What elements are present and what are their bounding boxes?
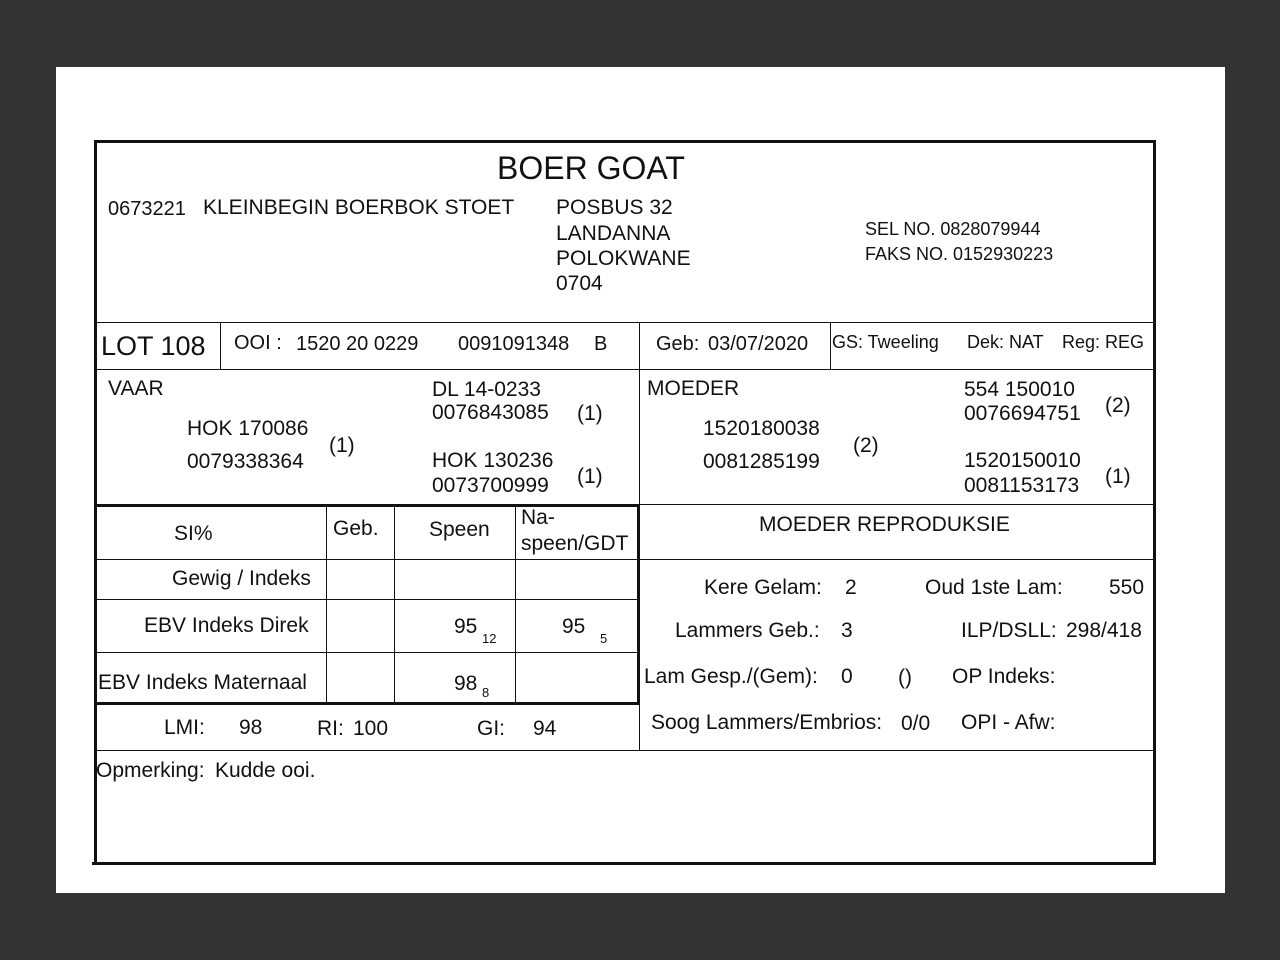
oud-label: Oud 1ste Lam: xyxy=(925,576,1063,599)
row-label-direk: EBV Indeks Direk xyxy=(144,614,309,637)
pedigree-bottom-left xyxy=(94,504,639,507)
sire-id: 0079338364 xyxy=(187,450,304,473)
soog-value: 0/0 xyxy=(901,712,931,735)
dek-status: Dek: NAT xyxy=(967,332,1044,352)
soog-label: Soog Lammers/Embrios: xyxy=(651,711,883,734)
repro-title: MOEDER REPRODUKSIE xyxy=(759,513,1010,536)
lot-number: LOT 108 xyxy=(101,331,206,361)
fax-number: FAKS NO. 0152930223 xyxy=(865,244,1054,264)
dam-label: MOEDER xyxy=(647,377,740,400)
gi-label: GI: xyxy=(477,717,506,740)
dam-id: 0081285199 xyxy=(703,450,820,473)
frame-top xyxy=(94,140,1156,143)
lammers-label: Lammers Geb.: xyxy=(675,619,820,642)
kere-value: 2 xyxy=(845,576,857,599)
birth-date: 03/07/2020 xyxy=(708,333,809,355)
sire-label: VAAR xyxy=(108,377,164,400)
birth-label: Geb: xyxy=(656,333,700,355)
maternaal-speen-sub: 8 xyxy=(482,685,490,700)
maternaal-speen-value: 98 xyxy=(454,672,478,695)
perf-col-geb xyxy=(326,507,327,703)
lmi-label: LMI: xyxy=(164,716,205,739)
divider-header xyxy=(94,322,1154,323)
dam-dam-id: 0081153173 xyxy=(964,474,1080,497)
ooi-number: 1520 20 0229 xyxy=(296,333,419,355)
col-header-speen: Speen xyxy=(429,518,490,541)
row-label-gewig: Gewig / Indeks xyxy=(172,567,311,590)
dam-sire-id: 0076694751 xyxy=(964,402,1081,425)
direk-speen-sub: 12 xyxy=(482,631,497,646)
reg-status: Reg: REG xyxy=(1062,332,1145,352)
divider-lot xyxy=(94,369,1154,370)
kere-label: Kere Gelam: xyxy=(704,576,822,599)
dam-dam-score: (1) xyxy=(1105,465,1131,488)
ilp-value: 298/418 xyxy=(1066,619,1142,642)
dam-score: (2) xyxy=(853,434,879,457)
lot-vsep-2 xyxy=(639,323,640,369)
sire-dam-name: HOK 130236 xyxy=(432,449,554,472)
ri-value: 100 xyxy=(353,717,389,740)
direk-speen-value: 95 xyxy=(454,615,478,638)
lot-card-page xyxy=(56,67,1225,893)
lot-vsep-3 xyxy=(830,323,831,369)
remarks-label: Opmerking: xyxy=(96,759,205,782)
pedigree-bottom-right xyxy=(640,504,1154,505)
perf-col-speen xyxy=(394,507,395,703)
sire-dam-score: (1) xyxy=(577,465,603,488)
sire-dam-id: 0073700999 xyxy=(432,474,549,497)
ooi-label: OOI : xyxy=(234,332,282,354)
opi-label: OPI - Afw: xyxy=(961,711,1056,734)
gi-value: 94 xyxy=(533,717,557,740)
gesp-label: Lam Gesp./(Gem): xyxy=(644,665,818,688)
col-header-naspeen-line2: speen/GDT xyxy=(521,532,629,555)
op-index-label: OP Indeks: xyxy=(952,665,1056,688)
perf-header-bottom xyxy=(94,559,1154,560)
ooi-id: 0091091348 xyxy=(458,333,570,355)
card-title: BOER GOAT xyxy=(497,150,685,186)
sire-sire-id: 0076843085 xyxy=(432,401,549,424)
perf-col-na xyxy=(515,507,516,703)
breeder-name: KLEINBEGIN BOERBOK STOET xyxy=(203,196,515,219)
perf-table-bottom xyxy=(94,702,639,705)
dam-sire-name: 554 150010 xyxy=(964,378,1075,401)
direk-na-sub: 5 xyxy=(600,631,608,646)
perf-row2-bottom xyxy=(94,652,639,653)
remarks-text: Kudde ooi. xyxy=(215,759,316,782)
col-header-naspeen-line1: Na- xyxy=(521,506,555,529)
gesp-value: 0 xyxy=(841,665,853,688)
index-row-bottom xyxy=(94,750,1154,751)
dam-name: 1520180038 xyxy=(703,417,820,440)
perf-row1-bottom xyxy=(94,599,639,600)
address-line-4: 0704 xyxy=(556,272,603,295)
row-label-maternaal: EBV Indeks Maternaal xyxy=(98,671,307,694)
ilp-label: ILP/DSLL: xyxy=(961,619,1057,642)
perf-right-border xyxy=(637,507,640,704)
cell-number: SEL NO. 0828079944 xyxy=(865,219,1041,239)
address-line-2: LANDANNA xyxy=(556,222,671,245)
gs-status: GS: Tweeling xyxy=(832,332,939,352)
lot-vsep-1 xyxy=(220,323,221,369)
sire-sire-name: DL 14-0233 xyxy=(432,378,541,401)
direk-na-value: 95 xyxy=(562,615,586,638)
lmi-value: 98 xyxy=(239,716,263,739)
oud-value: 550 xyxy=(1109,576,1145,599)
sire-name: HOK 170086 xyxy=(187,417,309,440)
ooi-class: B xyxy=(594,333,608,355)
frame-left xyxy=(94,140,97,865)
dam-sire-score: (2) xyxy=(1105,394,1131,417)
col-header-geb: Geb. xyxy=(333,517,379,540)
ri-label: RI: xyxy=(317,717,344,740)
dam-dam-name: 1520150010 xyxy=(964,449,1081,472)
address-line-1: POSBUS 32 xyxy=(556,196,673,219)
gem-value: () xyxy=(898,666,912,689)
lammers-value: 3 xyxy=(841,619,853,642)
sire-sire-score: (1) xyxy=(577,402,603,425)
sire-score: (1) xyxy=(329,434,355,457)
frame-bottom xyxy=(92,862,1156,865)
address-line-3: POLOKWANE xyxy=(556,247,691,270)
breeder-code: 0673221 xyxy=(108,198,186,220)
frame-right xyxy=(1153,140,1156,865)
col-header-si: SI% xyxy=(174,522,213,545)
